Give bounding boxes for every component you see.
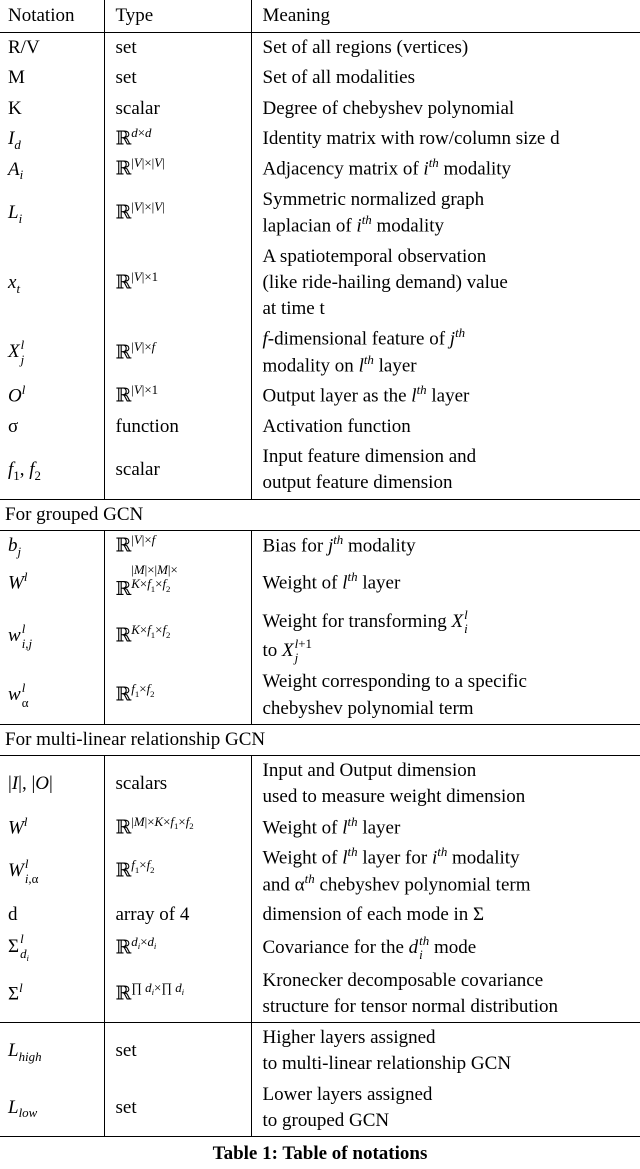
table-row (0, 843, 640, 900)
table-section-multilinear-gcn (0, 724, 640, 1022)
notation-cell: R/V (0, 33, 104, 64)
notation-cell: Σ l $d_i$ (0, 930, 104, 965)
table-row (0, 530, 640, 561)
meaning-cell: Symmetric normalized graph laplacian of $i^{th}$ modality (262, 188, 485, 237)
meaning-cell: Higher layers assigned to multi-linear relationship GCN (251, 1023, 640, 1080)
notation-cell: w l i,j (0, 606, 104, 668)
meaning-cell: Covariance for the d th i mode (262, 932, 477, 963)
meaning-cell: f-dimensional feature of $j^{th}$ modality on $l^{th}$ layer (262, 325, 466, 377)
notation-cell: $L_{low}$ (0, 1080, 104, 1137)
meaning-cell: Activation function (262, 416, 411, 438)
meaning-cell: Set of all regions (vertices) (262, 37, 469, 59)
notation-cell: $b_j$ (0, 530, 104, 561)
notation-cell: $L_{high}$ (0, 1023, 104, 1080)
notation-cell: $O^l$ (0, 381, 104, 412)
table-row (0, 667, 640, 724)
table-row (0, 94, 640, 124)
section-title: For grouped GCN (0, 499, 640, 530)
meaning-cell: Weight of $l^{th}$ layer (262, 569, 401, 594)
meaning-cell: Weight of $l^{th}$ layer (262, 813, 401, 838)
meaning-cell: Lower layers assigned to grouped GCN (262, 1083, 433, 1131)
notation-cell: |I|, |O| (0, 756, 104, 813)
notation-cell: $W^l$ (0, 813, 104, 844)
column-header-notation: Notation (0, 0, 104, 33)
table-section-grouped-gcn (0, 499, 640, 724)
meaning-cell: Set of all modalities (262, 67, 416, 89)
meaning-cell: Kronecker decomposable covariance structure for tensor normal distribution (262, 969, 558, 1017)
table-row (0, 33, 640, 64)
table-row (0, 242, 640, 325)
meaning-cell: Input feature dimension and output feature dimension (262, 446, 477, 494)
table-row (0, 930, 640, 965)
type-cell: ℝ$^{d_i\times d_i}$ (104, 930, 251, 965)
meaning-cell: Weight of $l^{th}$ layer for $i^{th}$ modality and $\alpha^{th}$ chebyshev polynomial term (262, 844, 531, 895)
type-cell: ℝ$^{|M|\times|M|\times K\times f_1\times f_2}$ (104, 561, 251, 605)
type-cell: scalar (104, 94, 251, 124)
notation-cell: σ (0, 412, 104, 442)
table-row (0, 1023, 640, 1080)
table-caption: Table 1: Table of notations (212, 1142, 428, 1164)
meaning-cell: Degree of chebyshev polynomial (262, 97, 515, 119)
section-title: For multi-linear relationship GCN (0, 724, 640, 755)
type-cell: ℝ$^{|V|\times|V|}$ (104, 185, 251, 242)
type-cell: ℝ$^{\prod d_i\times\prod d_i}$ (104, 966, 251, 1023)
meaning-cell: Output layer as the $l^{th}$ layer (262, 382, 470, 407)
table-row (0, 813, 640, 844)
table-section-layers (0, 1023, 640, 1137)
meaning-cell: dimension of each mode in Σ (262, 904, 485, 926)
meaning-cell: A spatiotemporal observation (like ride-hailing demand) value at time t (262, 245, 508, 320)
section-header-row (0, 724, 640, 755)
notation-cell: M (0, 63, 104, 93)
type-cell: ℝ$^{f_1\times f_2}$ (104, 667, 251, 724)
type-cell: array of 4 (104, 900, 251, 930)
notation-cell: K (0, 94, 104, 124)
type-cell: set (104, 1023, 251, 1080)
column-header-type: Type (104, 0, 251, 33)
type-cell: scalar (104, 442, 251, 499)
notation-cell: $\Sigma^l$ (0, 966, 104, 1023)
meaning-cell: Weight for transforming X l i to X l+1 j (262, 606, 468, 665)
type-cell: ℝ$^{f_1\times f_2}$ (104, 843, 251, 900)
notation-cell: d (0, 900, 104, 930)
table-section-general (0, 33, 640, 499)
table-row (0, 900, 640, 930)
table-row (0, 185, 640, 242)
type-cell: scalars (104, 756, 251, 813)
table-row (0, 1080, 640, 1137)
table-row (0, 561, 640, 605)
type-cell: ℝ$^{|V|\times f}$ (104, 530, 251, 561)
meaning-cell: Identity matrix with row/column size d (262, 128, 560, 150)
notation-cell: $A_i$ (0, 154, 104, 185)
type-cell: function (104, 412, 251, 442)
type-cell: set (104, 1080, 251, 1137)
meaning-cell: Bias for $j^{th}$ modality (262, 531, 416, 557)
notation-cell: W l i,α (0, 843, 104, 900)
table-row (0, 442, 640, 499)
meaning-cell: Input and Output dimension used to measure weight dimension (262, 760, 526, 808)
type-cell: ℝ$^{K\times f_1\times f_2}$ (104, 606, 251, 668)
meaning-cell: Adjacency matrix of $i^{th}$ modality (262, 155, 512, 180)
table-row (0, 412, 640, 442)
section-header-row (0, 499, 640, 530)
type-cell: set (104, 33, 251, 64)
table-row (0, 756, 640, 813)
type-cell: ℝ$^{|V|\times 1}$ (104, 381, 251, 412)
table-row (0, 606, 640, 668)
table-row (0, 124, 640, 155)
type-cell: ℝ$^{d\times d}$ (104, 124, 251, 155)
type-cell: set (104, 63, 251, 93)
type-cell: ℝ$^{|V|\times f}$ (104, 324, 251, 381)
table-row (0, 324, 640, 381)
type-cell: ℝ$^{|V|\times|V|}$ (104, 154, 251, 185)
header-row (0, 0, 640, 33)
notation-cell: $x_t$ (0, 242, 104, 325)
table-row (0, 63, 640, 93)
table-row (0, 381, 640, 412)
table-row (0, 154, 640, 185)
notation-cell: $f_1$, $f_2$ (0, 442, 104, 499)
column-header-meaning: Meaning (251, 0, 640, 33)
notation-cell: X l j (0, 324, 104, 381)
notation-cell: $W^l$ (0, 561, 104, 605)
notation-cell: w l α (0, 667, 104, 724)
type-cell: ℝ$^{|M|\times K\times f_1\times f_2}$ (104, 813, 251, 844)
table-row (0, 966, 640, 1023)
notation-cell: $I_d$ (0, 124, 104, 155)
meaning-cell: Weight corresponding to a specific chebyshev polynomial term (262, 671, 527, 719)
type-cell: ℝ$^{|V|\times 1}$ (104, 242, 251, 325)
notation-cell: $L_i$ (0, 185, 104, 242)
